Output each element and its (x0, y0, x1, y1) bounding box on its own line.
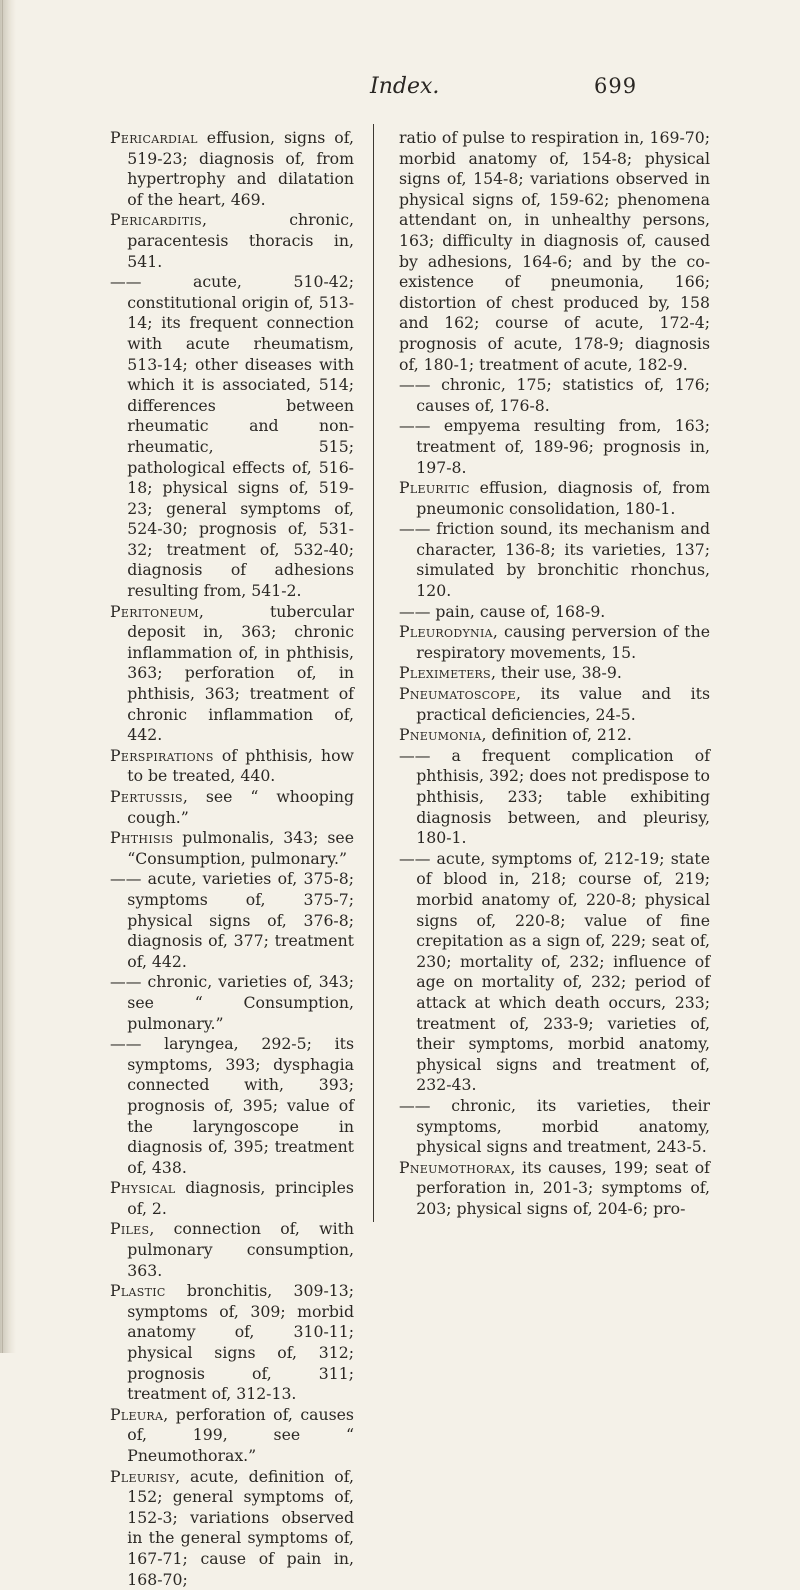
index-headword: Pleximeters (399, 663, 491, 683)
index-subentry: —— acute, varieties of, 375-8; symptoms of, 375-7; physical signs of, 376-8; diagnosis of, 377; treatment of, 442. (110, 869, 354, 971)
running-header (0, 74, 800, 104)
index-headword: Pneumothorax (399, 1157, 511, 1177)
index-subentry: —— chronic, its varieties, their symptoms, morbid anatomy, physical signs and treatment, 243-5. (399, 1095, 710, 1157)
index-entry (110, 1467, 354, 1590)
index-entry (110, 1281, 354, 1405)
index-entry (399, 725, 710, 746)
index-entry (110, 1219, 354, 1281)
index-entry (110, 128, 354, 210)
index-entry-text: , causing perversion of the respiratory movements, 15. (416, 622, 710, 662)
index-entry (399, 1158, 710, 1220)
index-headword: Piles (110, 1219, 150, 1239)
index-headword: Physical (110, 1178, 176, 1198)
index-entry-text: , connection of, with pulmonary consumption, 363. (127, 1219, 354, 1280)
index-entry (110, 210, 354, 272)
index-entry-continuation: ratio of pulse to respiration in, 169-70; morbid anatomy of, 154-8; physical signs of, 154-8; variations observed in physical signs of, 159-62; phenomena attendant on, in unhealthy persons, 163; difficulty in diagnosis of, caused by adhesions, 164-6; and by the co-existence of pneumonia, 166; distortion of chest produced by, 158 and 162; course of acute, 172-4; prognosis of acute, 178-9; diagnosis of, 180-1; treatment of acute, 182-9. (399, 128, 710, 374)
index-entry (110, 1405, 354, 1467)
page-edge-line (2, 0, 3, 1353)
index-subentry: —— empyema resulting from, 163; treatment of, 189-96; prognosis in, 197-8. (399, 416, 710, 477)
header-title: Index. (370, 74, 440, 99)
index-headword: Peritoneum (110, 601, 199, 621)
index-entry-text: , tubercular deposit in, 363; chronic inflammation of, in phthisis, 363; perforation of, in phthisis, 363; treatment of chronic inflammation of, 442. (127, 601, 354, 745)
index-headword: Pertussis (110, 787, 183, 806)
index-subentry: —— chronic, varieties of, 343; see “ Consumption, pulmonary.” (110, 972, 354, 1033)
index-entry (110, 602, 354, 746)
index-entry-text: , perforation of, causes of, 199, see “ Pneumothorax.” (127, 1404, 354, 1465)
index-entry-text: diagnosis, principles of, 2. (127, 1178, 354, 1218)
index-entry-text: effusion, diagnosis of, from pneumonic consolidation, 180-1. (416, 478, 710, 518)
index-subentry: —— pain, cause of, 168-9. (399, 601, 606, 621)
index-entry (110, 828, 354, 869)
index-headword: Pleurodynia (399, 622, 493, 642)
page-number: 699 (594, 74, 638, 98)
index-entry-text: , its causes, 199; seat of perforation in, 201-3; symptoms of, 203; physical signs of, 204-6; pro- (416, 1157, 710, 1218)
index-entry-text: bronchitis, 309-13; symptoms of, 309; morbid anatomy of, 310-11; physical signs of, 312; prognosis of, 311; treatment of, 312-13. (127, 1281, 354, 1404)
index-entry-text: effusion, signs of, 519-23; diagnosis of, from hypertrophy and dilatation of the heart, 469. (127, 128, 354, 209)
index-headword: Phthisis (110, 828, 174, 848)
index-entry-text: , definition of, 212. (481, 725, 632, 745)
index-headword: Pneumatoscope (399, 684, 516, 704)
column-divider (373, 124, 374, 1222)
index-subentry: —— a frequent complication of phthisis, 392; does not predispose to phthisis, 233; table exhibiting diagnosis between, and pleurisy, 180-1. (399, 745, 710, 848)
index-headword: Plastic (110, 1281, 166, 1301)
index-subentry: —— chronic, 175; statistics of, 176; causes of, 176-8. (399, 375, 710, 415)
index-subentry: —— acute, symptoms of, 212-19; state of blood in, 218; course of, 219; morbid anatomy of, 220-8; physical signs of, 220-8; value of fine crepitation as a sign of, 229; seat of, 230; mortality of, 232; influence of age on mortality of, 232; period of attack at which death occurs, 233; treatment of, 233-9; varieties of, their symptoms, morbid anatomy, physical signs and treatment of, 232-43. (399, 848, 710, 1095)
index-entry-text: pulmonalis, 343; see “Consumption, pulmonary.” (127, 828, 354, 868)
index-entry (110, 746, 354, 787)
index-subentry: —— friction sound, its mechanism and character, 136-8; its varieties, 137; simulated by bronchitic rhonchus, 120. (399, 519, 710, 601)
index-subentry: —— laryngea, 292-5; its symptoms, 393; dysphagia connected with, 393; prognosis of, 395; value of the laryngoscope in diagnosis of, 395; treatment of, 438. (110, 1034, 354, 1177)
index-headword: Pleura (110, 1404, 164, 1424)
index-entry-text: of phthisis, how to be treated, 440. (127, 745, 354, 786)
index-entry (110, 1178, 354, 1219)
index-entry (399, 622, 710, 663)
index-entry-text: , acute, definition of, 152; general symptoms of, 152-3; variations observed in the general symptoms of, 167-71; cause of pain in, 168-70; (127, 1466, 354, 1589)
index-entry (110, 787, 354, 828)
index-entry (399, 663, 710, 684)
index-entry-text: , chronic, paracentesis thoracis in, 541. (127, 210, 354, 271)
index-column-right (399, 128, 710, 1219)
index-entry-text: , see “ whooping cough.” (127, 787, 354, 827)
index-subentry: —— acute, 510-42; constitutional origin of, 513-14; its frequent connection with acute rheumatism, 513-14; other diseases with which it is associated, 514; differences between rheumatic and non-rheumatic, 515; pathological effects of, 516-18; physical signs of, 519-23; general symptoms of, 524-30; prognosis of, 531-32; treatment of, 532-40; diagnosis of adhesions resulting from, 541-2. (110, 272, 354, 601)
index-headword: Pleuritic (399, 478, 470, 498)
index-entry-text: , their use, 38-9. (491, 663, 622, 683)
index-entry (399, 684, 710, 725)
index-column-left (110, 128, 354, 1590)
index-headword: Perspirations (110, 745, 214, 765)
index-headword: Pericarditis (110, 210, 203, 230)
index-headword: Pleurisy (110, 1466, 176, 1486)
index-entry-text: , its value and its practical deficiencies, 24-5. (416, 684, 710, 724)
index-headword: Pneumonia (399, 725, 482, 745)
index-entry (399, 478, 710, 519)
index-headword: Pericardial (110, 128, 198, 147)
